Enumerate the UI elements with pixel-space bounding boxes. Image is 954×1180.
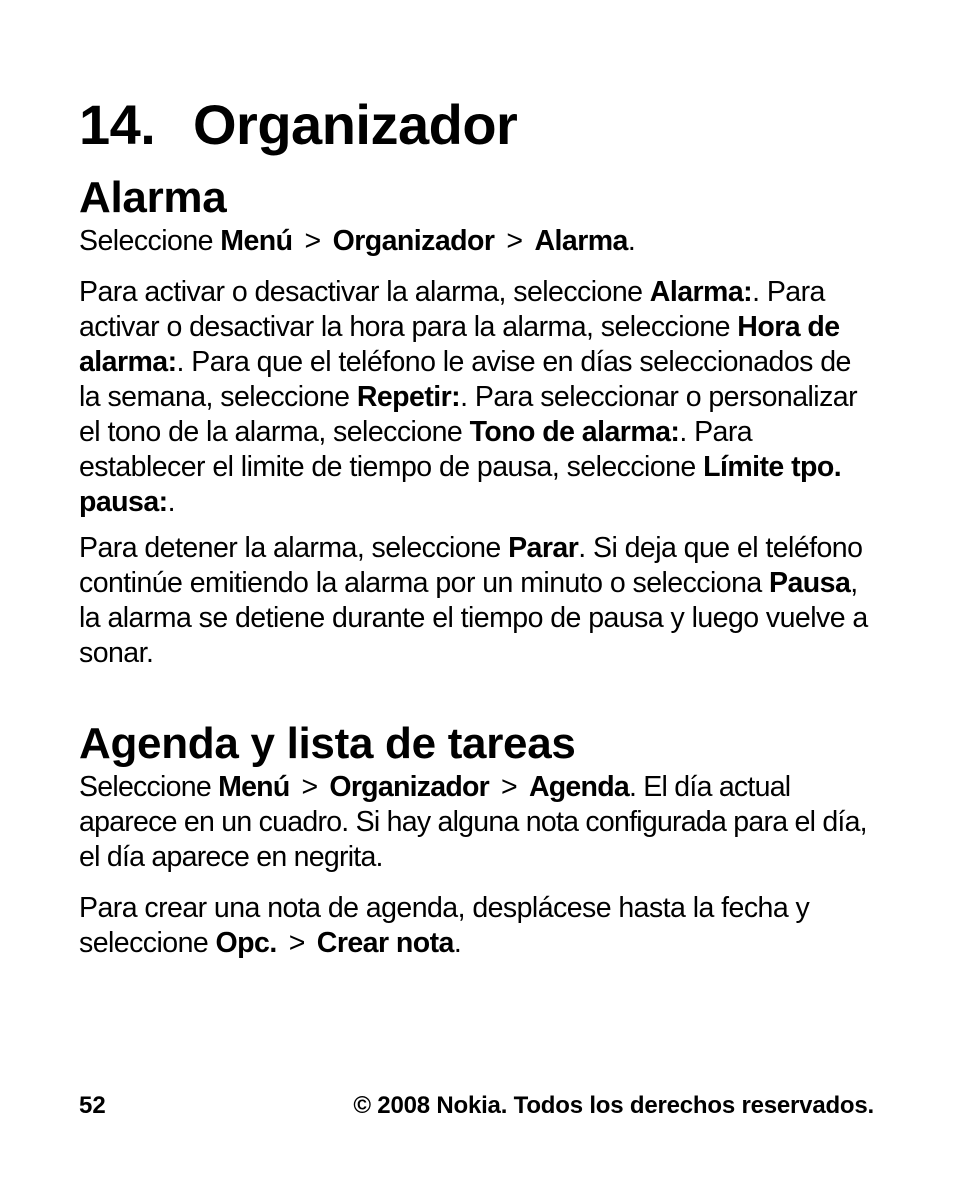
text-run: > (301, 771, 318, 803)
nav-menu: Menú (220, 225, 293, 257)
text-run: . El día actual aparece en un cuadro. Si hay alguna nota configurada para el día, el día aparece en negrita. (79, 771, 867, 873)
bold-term: Crear nota (316, 927, 454, 959)
bold-term: Repetir: (356, 381, 461, 413)
agenda-paragraph-2 (79, 891, 879, 961)
bold-term: Parar (508, 532, 579, 564)
text-run: . (453, 927, 462, 959)
section-agenda (79, 718, 879, 961)
text-run: . Para seleccionar o personalizar el tono de la alarma, seleccione (79, 381, 858, 448)
nav-separator: > (304, 225, 321, 257)
text-run: > (501, 771, 517, 803)
text-run: Para activar o desactivar la alarma, seleccione (79, 276, 650, 308)
bold-term: Opc. (215, 927, 277, 959)
nav-organizer: Organizador (332, 225, 495, 257)
bold-term: Hora de alarma: (79, 311, 840, 378)
agenda-paragraph-1 (79, 770, 879, 875)
bold-term: Menú (218, 771, 290, 803)
text-run: . (167, 486, 175, 518)
text-run: . Para activar o desactivar la hora para la alarma, seleccione (79, 276, 825, 343)
nav-prefix: Seleccione (79, 225, 221, 257)
bold-term: Organizador (329, 771, 490, 803)
text-run: , la alarma se detiene durante el tiempo de pausa y luego vuelve a sonar. (79, 567, 868, 669)
chapter-number: 14. (79, 93, 156, 156)
section-heading-alarma: Alarma (79, 173, 227, 222)
bold-term: Alarma: (649, 276, 753, 308)
bold-term: Pausa (769, 567, 851, 599)
section-alarma (79, 172, 879, 671)
text-run: Seleccione (79, 771, 219, 803)
text-run: Para crear una nota de agenda, desplácese hasta la fecha y seleccione (79, 892, 810, 959)
nav-end: . (627, 225, 636, 257)
text-run: . Para que el teléfono le avise en días seleccionados de la semana, seleccione (79, 346, 851, 413)
copyright-notice: © 2008 Nokia. Todos los derechos reservados. (353, 1092, 874, 1119)
text-run: . Para establecer el limite de tiempo de pausa, seleccione (79, 416, 753, 483)
chapter-name: Organizador (193, 93, 518, 156)
text-run: Para detener la alarma, seleccione (79, 532, 509, 564)
section-heading-agenda: Agenda y lista de tareas (79, 719, 576, 768)
page-footer (79, 1088, 874, 1124)
bold-term: Tono de alarma: (469, 416, 680, 448)
page-number: 52 (79, 1092, 106, 1119)
alarma-paragraph-2 (79, 531, 879, 671)
text-run: . Si deja que el teléfono continúe emitiendo la alarma por un minuto o selecciona (79, 532, 863, 599)
alarma-nav-path (79, 224, 879, 259)
nav-separator: > (506, 225, 523, 257)
alarma-paragraph-1 (79, 275, 879, 520)
chapter-title (79, 92, 517, 158)
nav-target: Alarma (534, 225, 628, 257)
text-run: > (288, 927, 305, 959)
bold-term: Límite tpo. pausa: (79, 451, 842, 518)
bold-term: Agenda (528, 771, 629, 803)
